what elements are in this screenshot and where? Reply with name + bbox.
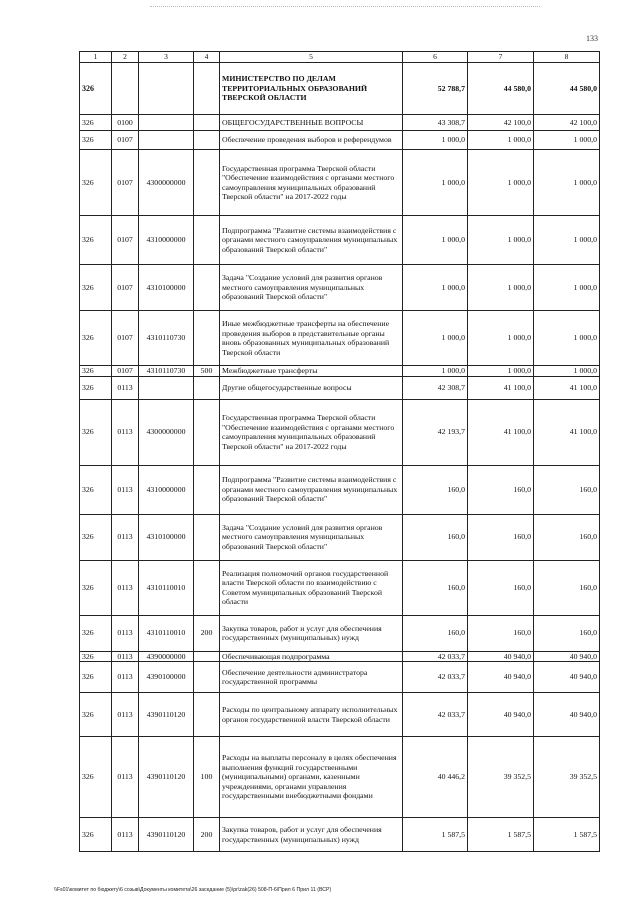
expense-type-cell [194,131,220,150]
table-row [80,131,600,150]
section-code-cell: 0107 [112,216,139,265]
footer-file-path: \\Fs01\комитет по бюджету\6 созыв\Документы комитета\26 заседание (5)\pr\zak(26) 508-П-6\Прил 6 Прил 11 (ВСР) [54,887,332,893]
amount-col7-cell: 40 940,0 [468,693,534,737]
amount-col7-cell: 160,0 [468,560,534,615]
section-code-cell: 0113 [112,615,139,651]
section-code-cell: 0100 [112,115,139,131]
amount-col7-cell: 160,0 [468,615,534,651]
amount-col8-cell: 1 000,0 [534,366,600,377]
section-code-cell: 0107 [112,150,139,216]
target-article-cell: 4310110010 [139,560,194,615]
item-name-cell: Задача "Создание условий для развития органов местного самоуправления муниципальных образований Тверской области" [220,265,403,311]
section-code-cell: 0113 [112,465,139,514]
amount-col7-cell: 1 000,0 [468,150,534,216]
target-article-cell: 4300000000 [139,150,194,216]
expense-type-cell [194,376,220,399]
amount-col7-cell: 41 100,0 [468,399,534,465]
admin-code-cell: 326 [80,651,112,662]
amount-col7-cell: 1 000,0 [468,311,534,366]
amount-col6-cell: 160,0 [403,615,468,651]
amount-col7-cell: 160,0 [468,514,534,560]
admin-code-cell: 326 [80,662,112,693]
expense-type-cell [194,693,220,737]
item-name-cell: Государственная программа Тверской области "Обеспечение взаимодействия с органами местного самоуправления муниципальных образований Тверской области" на 2017-2022 годы [220,399,403,465]
section-code-cell: 0113 [112,651,139,662]
amount-col7-cell: 40 940,0 [468,651,534,662]
table-row [80,366,600,377]
amount-col8-cell: 40 940,0 [534,662,600,693]
expense-type-cell [194,265,220,311]
amount-col8-cell: 41 100,0 [534,376,600,399]
page-number: 133 [586,34,598,43]
admin-code-cell: 326 [80,115,112,131]
expense-type-cell [194,399,220,465]
column-header-2: 2 [112,52,139,63]
admin-code-cell: 326 [80,818,112,852]
admin-code-cell: 326 [80,265,112,311]
expense-type-cell [194,662,220,693]
admin-code-cell: 326 [80,150,112,216]
target-article-cell [139,63,194,115]
table-row [80,514,600,560]
amount-col8-cell: 1 000,0 [534,131,600,150]
amount-col8-cell: 160,0 [534,560,600,615]
amount-col8-cell: 160,0 [534,514,600,560]
amount-col6-cell: 42 033,7 [403,693,468,737]
table-row [80,693,600,737]
admin-code-cell: 326 [80,376,112,399]
column-header-6: 6 [403,52,468,63]
amount-col7-cell: 42 100,0 [468,115,534,131]
target-article-cell: 4390000000 [139,651,194,662]
admin-code-cell: 326 [80,131,112,150]
target-article-cell: 4390110120 [139,737,194,818]
target-article-cell: 4310100000 [139,514,194,560]
section-code-cell: 0113 [112,376,139,399]
table-row [80,376,600,399]
amount-col6-cell: 43 308,7 [403,115,468,131]
table-row [80,311,600,366]
amount-col6-cell: 42 033,7 [403,651,468,662]
table-row [80,399,600,465]
table-header [80,52,600,63]
amount-col6-cell: 160,0 [403,465,468,514]
section-code-cell: 0113 [112,818,139,852]
table-row [80,465,600,514]
section-code-cell: 0113 [112,399,139,465]
amount-col8-cell: 40 940,0 [534,651,600,662]
table-row [80,150,600,216]
section-code-cell: 0113 [112,662,139,693]
expense-type-cell: 200 [194,615,220,651]
budget-table [79,51,600,852]
amount-col8-cell: 41 100,0 [534,399,600,465]
amount-col6-cell: 1 000,0 [403,216,468,265]
target-article-cell [139,376,194,399]
target-article-cell: 4300000000 [139,399,194,465]
item-name-cell: Подпрограмма "Развитие системы взаимодействия с органами местного самоуправления муниципальных образований Тверской области" [220,216,403,265]
table-body [80,63,600,852]
admin-code-cell: 326 [80,366,112,377]
target-article-cell: 4390100000 [139,662,194,693]
expense-type-cell [194,651,220,662]
admin-code-cell: 326 [80,311,112,366]
amount-col8-cell: 1 000,0 [534,265,600,311]
table-row [80,216,600,265]
amount-col8-cell: 160,0 [534,615,600,651]
amount-col8-cell: 1 000,0 [534,216,600,265]
amount-col6-cell: 42 033,7 [403,662,468,693]
column-header-4: 4 [194,52,220,63]
admin-code-cell: 326 [80,560,112,615]
amount-col8-cell: 1 000,0 [534,150,600,216]
item-name-cell: Подпрограмма "Развитие системы взаимодействия с органами местного самоуправления муниципальных образований Тверской области" [220,465,403,514]
expense-type-cell [194,216,220,265]
amount-col7-cell: 1 000,0 [468,131,534,150]
target-article-cell: 4310000000 [139,465,194,514]
amount-col7-cell: 39 352,5 [468,737,534,818]
target-article-cell [139,131,194,150]
item-name-cell: Другие общегосударственные вопросы [220,376,403,399]
admin-code-cell: 326 [80,465,112,514]
amount-col8-cell: 1 000,0 [534,311,600,366]
expense-type-cell [194,115,220,131]
column-header-5: 5 [220,52,403,63]
amount-col6-cell: 1 000,0 [403,311,468,366]
expense-type-cell [194,514,220,560]
amount-col8-cell: 44 580,0 [534,63,600,115]
amount-col7-cell: 1 000,0 [468,366,534,377]
section-code-cell: 0107 [112,265,139,311]
amount-col7-cell: 44 580,0 [468,63,534,115]
target-article-cell: 4310110010 [139,615,194,651]
column-header-8: 8 [534,52,600,63]
table-row [80,818,600,852]
amount-col6-cell: 1 000,0 [403,265,468,311]
item-name-cell: Расходы по центральному аппарату исполнительных органов государственной власти Тверской области [220,693,403,737]
section-code-cell [112,63,139,115]
table-row [80,115,600,131]
expense-type-cell [194,465,220,514]
item-name-cell: Иные межбюджетные трансферты на обеспечение проведения выборов в представительные органы вновь образованных муниципальных образований Тверской области [220,311,403,366]
amount-col8-cell: 42 100,0 [534,115,600,131]
expense-type-cell [194,150,220,216]
target-article-cell: 4310110730 [139,366,194,377]
item-name-cell: Закупка товаров, работ и услуг для обеспечения государственных (муниципальных) нужд [220,615,403,651]
section-code-cell: 0107 [112,311,139,366]
admin-code-cell: 326 [80,615,112,651]
amount-col6-cell: 1 000,0 [403,366,468,377]
header-row [80,52,600,63]
amount-col6-cell: 52 788,7 [403,63,468,115]
target-article-cell: 4310100000 [139,265,194,311]
amount-col6-cell: 1 000,0 [403,150,468,216]
table-row [80,662,600,693]
item-name-cell: Обеспечивающая подпрограмма [220,651,403,662]
admin-code-cell: 326 [80,693,112,737]
table-row [80,615,600,651]
section-code-cell: 0113 [112,514,139,560]
expense-type-cell [194,560,220,615]
item-name-cell: Задача "Создание условий для развития органов местного самоуправления муниципальных образований Тверской области" [220,514,403,560]
table-row [80,63,600,115]
amount-col6-cell: 40 446,2 [403,737,468,818]
amount-col7-cell: 1 587,5 [468,818,534,852]
admin-code-cell: 326 [80,737,112,818]
expense-type-cell: 100 [194,737,220,818]
expense-type-cell [194,311,220,366]
amount-col6-cell: 1 000,0 [403,131,468,150]
target-article-cell: 4390110120 [139,693,194,737]
item-name-cell: Расходы на выплаты персоналу в целях обеспечения выполнения функций государственными (муниципальными) органами, казенными учреждениями, органами управления государственными внебюджетными фондами [220,737,403,818]
section-code-cell: 0107 [112,131,139,150]
item-name-cell: Обеспечение проведения выборов и референдумов [220,131,403,150]
table-row [80,651,600,662]
amount-col8-cell: 1 587,5 [534,818,600,852]
amount-col6-cell: 1 587,5 [403,818,468,852]
admin-code-cell: 326 [80,216,112,265]
admin-code-cell: 326 [80,399,112,465]
expense-type-cell [194,63,220,115]
amount-col7-cell: 1 000,0 [468,265,534,311]
section-code-cell: 0113 [112,560,139,615]
section-code-cell: 0107 [112,366,139,377]
column-header-1: 1 [80,52,112,63]
amount-col8-cell: 39 352,5 [534,737,600,818]
item-name-cell: МИНИСТЕРСТВО ПО ДЕЛАМ ТЕРРИТОРИАЛЬНЫХ ОБРАЗОВАНИЙ ТВЕРСКОЙ ОБЛАСТИ [220,63,403,115]
amount-col7-cell: 40 940,0 [468,662,534,693]
item-name-cell: ОБЩЕГОСУДАРСТВЕННЫЕ ВОПРОСЫ [220,115,403,131]
amount-col8-cell: 160,0 [534,465,600,514]
amount-col8-cell: 40 940,0 [534,693,600,737]
amount-col7-cell: 1 000,0 [468,216,534,265]
admin-code-cell: 326 [80,63,112,115]
target-article-cell: 4310110730 [139,311,194,366]
section-code-cell: 0113 [112,693,139,737]
amount-col6-cell: 42 308,7 [403,376,468,399]
item-name-cell: Закупка товаров, работ и услуг для обеспечения государственных (муниципальных) нужд [220,818,403,852]
table-row [80,265,600,311]
amount-col6-cell: 42 193,7 [403,399,468,465]
section-code-cell: 0113 [112,737,139,818]
target-article-cell [139,115,194,131]
table-row [80,737,600,818]
target-article-cell: 4390110120 [139,818,194,852]
expense-type-cell: 200 [194,818,220,852]
column-header-3: 3 [139,52,194,63]
item-name-cell: Межбюджетные трансферты [220,366,403,377]
amount-col6-cell: 160,0 [403,514,468,560]
amount-col7-cell: 41 100,0 [468,376,534,399]
amount-col7-cell: 160,0 [468,465,534,514]
amount-col6-cell: 160,0 [403,560,468,615]
table-row [80,560,600,615]
scan-artifact-line [150,6,540,8]
target-article-cell: 4310000000 [139,216,194,265]
column-header-7: 7 [468,52,534,63]
expense-type-cell: 500 [194,366,220,377]
admin-code-cell: 326 [80,514,112,560]
item-name-cell: Реализация полномочий органов государственной власти Тверской области по взаимодействию с Советом муниципальных образований Тверской области [220,560,403,615]
item-name-cell: Обеспечение деятельности администратора государственной программы [220,662,403,693]
item-name-cell: Государственная программа Тверской области "Обеспечение взаимодействия с органами местного самоуправления муниципальных образований Тверской области" на 2017-2022 годы [220,150,403,216]
